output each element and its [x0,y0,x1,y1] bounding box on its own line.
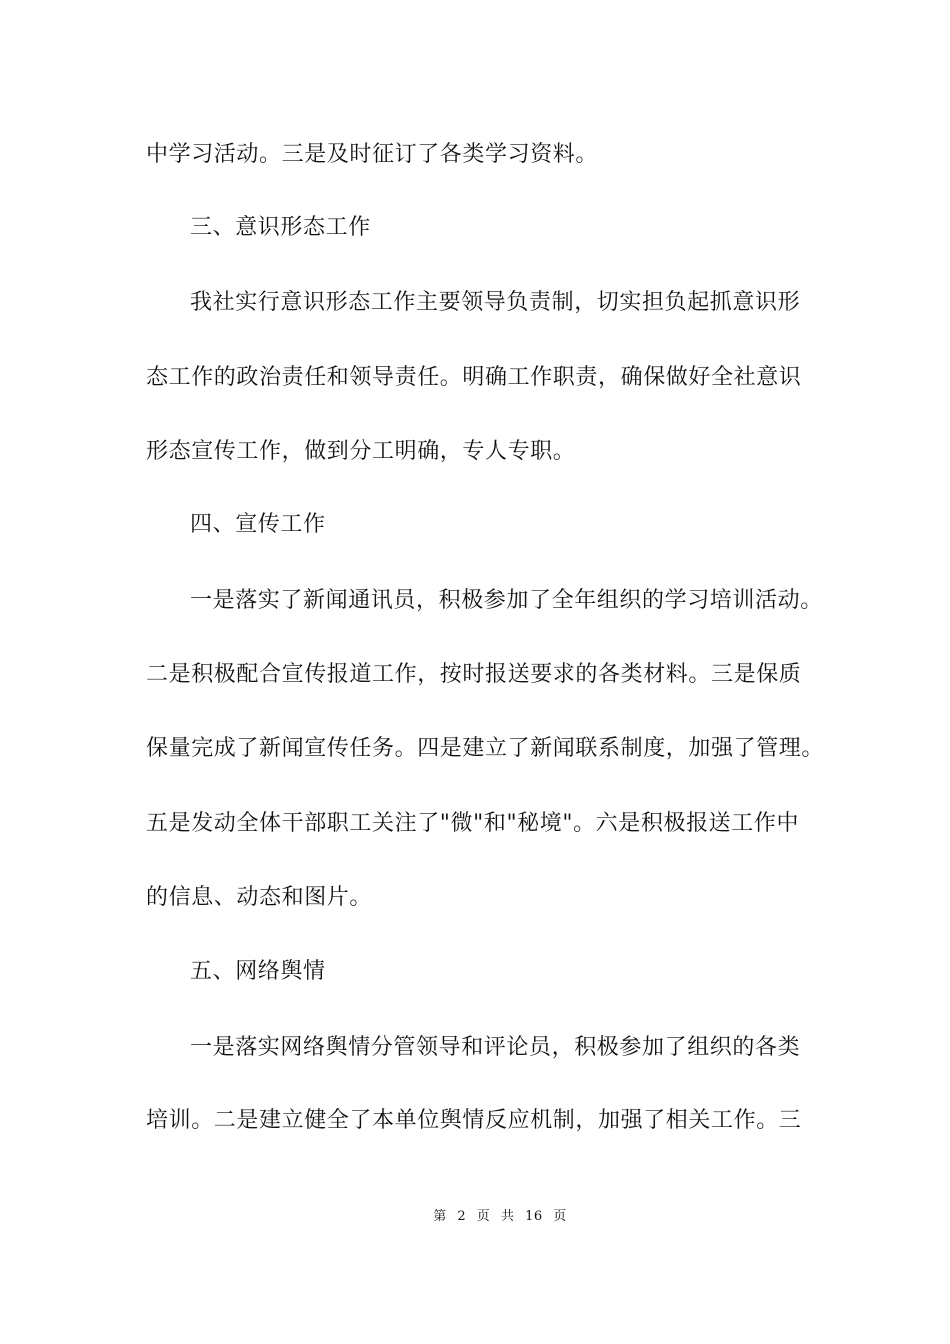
section-heading-publicity: 四、宣传工作 [190,512,326,537]
footer-total-pages: 16 [525,1209,543,1224]
footer-total-word: 共 [500,1209,515,1224]
body-text-line: 培训。二是建立健全了本单位舆情反应机制，加强了相关工作。三 [146,1108,802,1133]
body-text-line: 的信息、动态和图片。 [146,885,373,910]
body-text-line: 形态宣传工作，做到分工明确，专人专职。 [146,439,576,464]
footer-suffix: 页 [553,1209,567,1224]
page-footer [0,1208,950,1226]
footer-page-word: 页 [476,1209,491,1224]
body-text-line: 一是落实了新闻通讯员，积极参加了全年组织的学习培训活动。 [190,588,823,613]
body-text-line: 保量完成了新闻宣传任务。四是建立了新闻联系制度，加强了管理。 [146,736,825,761]
body-text-line: 一是落实网络舆情分管领导和评论员，积极参加了组织的各类 [190,1035,801,1060]
body-text-line: 中学习活动。三是及时征订了各类学习资料。 [146,142,599,167]
body-text-line: 二是积极配合宣传报道工作，按时报送要求的各类材料。三是保质 [146,662,802,687]
body-text-line: 我社实行意识形态工作主要领导负责制，切实担负起抓意识形 [190,290,801,315]
body-text-line: 五是发动全体干部职工关注了"微"和"秘境"。六是积极报送工作中 [146,811,800,836]
footer-current-page: 2 [457,1209,467,1224]
body-text-line: 态工作的政治责任和领导责任。明确工作职责，确保做好全社意识 [146,365,802,390]
section-heading-online-opinion: 五、网络舆情 [190,959,326,984]
footer-prefix: 第 [433,1209,447,1224]
section-heading-ideology: 三、意识形态工作 [190,215,371,240]
